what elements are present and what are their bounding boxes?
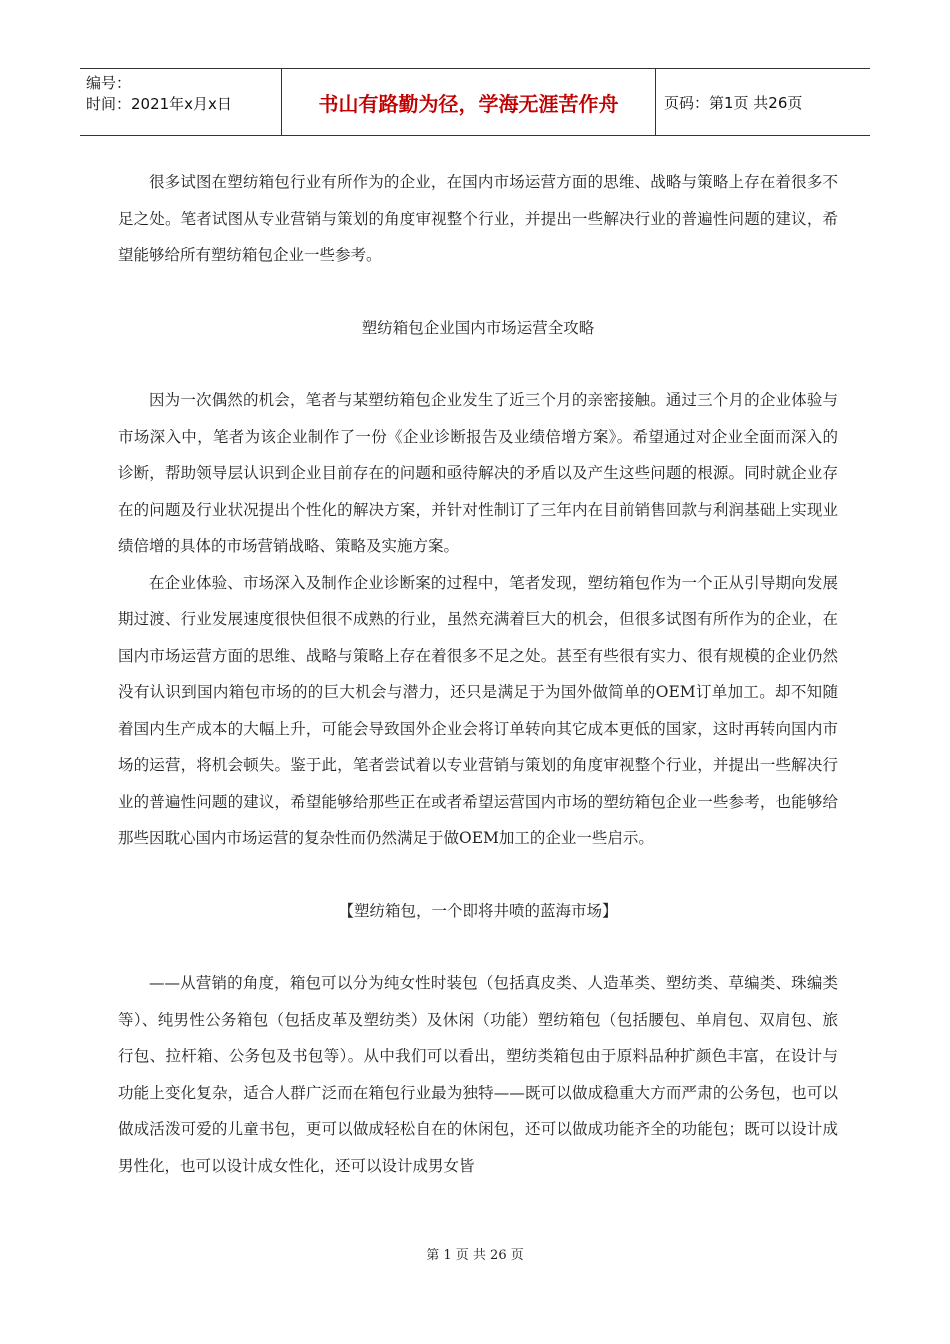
section-heading: 【塑纺箱包，一个即将井喷的蓝海市场】 bbox=[338, 901, 618, 920]
paragraph-3: ——从营销的角度，箱包可以分为纯女性时装包（包括真皮类、人造革类、塑纺类、草编类、珠编类等）、纯男性公务箱包（包括皮革及塑纺类）及休闲（功能）塑纺箱包（包括腰包、单肩包、双肩包、旅行包、拉杆箱、公务包及书包等）。从中我们可以看出，塑纺类箱包由于原料品种扩颜色丰富，在设计与功能上变化复杂，适合人群广泛而在箱包行业最为独特——既可以做成稳重大方而严肃的公务包，也可以做成活泼可爱的儿童书包，更可以做成轻松自在的休闲包，还可以做成功能齐全的功能包；既可以设计成男性化，也可以设计成女性化，还可以设计成男女皆 bbox=[118, 974, 838, 1175]
header-page-info: 页码：第1页 共26页 bbox=[664, 93, 803, 112]
article-title: 塑纺箱包企业国内市场运营全攻略 bbox=[361, 318, 595, 337]
paragraph-1: 因为一次偶然的机会，笔者与某塑纺箱包企业发生了近三个月的亲密接触。通过三个月的企业体验与市场深入中，笔者为该企业制作了一份《企业诊断报告及业绩倍增方案》。希望通过对企业全面而深入的诊断，帮助领导层认识到企业目前存在的问题和亟待解决的矛盾以及产生这些问题的根源。同时就企业存在的问题及行业状况提出个性化的解决方案，并针对性制订了三年内在目前销售回款与利润基础上实现业绩倍增的具体的市场营销战略、策略及实施方案。 bbox=[118, 391, 838, 555]
paragraph-2: 在企业体验、市场深入及制作企业诊断案的过程中，笔者发现，塑纺箱包作为一个正从引导期向发展期过渡、行业发展速度很快但很不成熟的行业，虽然充满着巨大的机会，但很多试图有所作为的企业，在国内市场运营方面的思维、战略与策略上存在着很多不足之处。甚至有些很有实力、很有规模的企业仍然没有认识到国内箱包市场的的巨大机会与潜力，还只是满足于为国外做简单的OEM订单加工。却不知随着国内生产成本的大幅上升，可能会导致国外企业会将订单转向其它成本更低的国家，这时再转向国内市场的运营，将机会顿失。鉴于此，笔者尝试着以专业营销与策划的角度审视整个行业，并提出一些解决行业的普遍性问题的建议，希望能够给那些正在或者希望运营国内市场的塑纺箱包企业一些参考，也能够给那些因耽心国内市场运营的复杂性而仍然满足于做OEM加工的企业一些启示。 bbox=[118, 573, 838, 847]
document-header bbox=[80, 68, 870, 136]
date-label: 时间：2021年x月x日 bbox=[86, 95, 232, 113]
header-meta bbox=[80, 69, 282, 135]
number-label: 编号： bbox=[86, 74, 132, 92]
document-body bbox=[118, 164, 838, 1184]
header-motto: 书山有路勤为径，学海无涯苦作舟 bbox=[282, 69, 656, 135]
page-footer: 第 1 页 共 26 页 bbox=[426, 1248, 524, 1263]
intro-paragraph: 很多试图在塑纺箱包行业有所作为的企业，在国内市场运营方面的思维、战略与策略上存在着很多不足之处。笔者试图从专业营销与策划的角度审视整个行业，并提出一些解决行业的普遍性问题的建议，希望能够给所有塑纺箱包企业一些参考。 bbox=[118, 173, 838, 264]
